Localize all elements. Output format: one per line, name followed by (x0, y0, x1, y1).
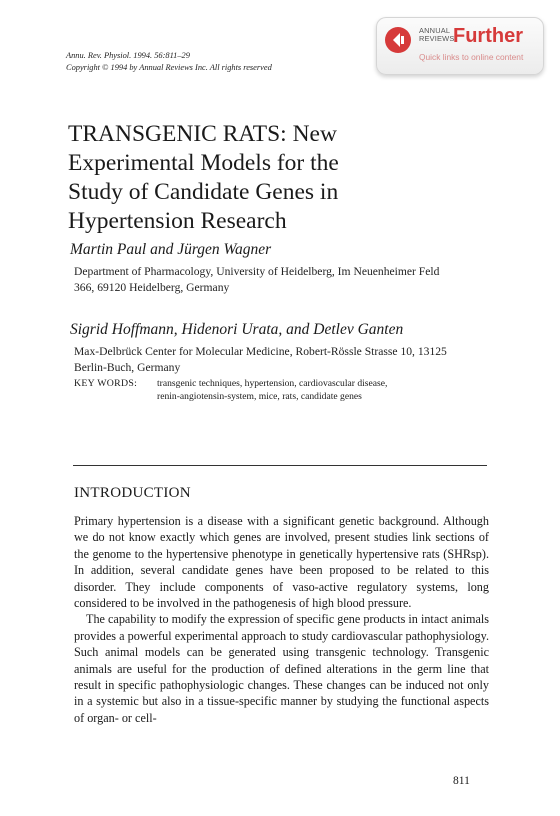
title-line: Hypertension Research (68, 208, 287, 234)
affiliation-line: Department of Pharmacology, University of Heidelberg, Im Neuenheimer Feld (74, 265, 440, 278)
section-divider (73, 465, 487, 466)
brand-name (419, 27, 454, 42)
title-line: TRANSGENIC RATS: New (68, 121, 337, 147)
affiliation-line: Max-Delbrück Center for Molecular Medicine, Robert-Rössle Strasse 10, 13125 (74, 345, 447, 358)
author-group-1: Martin Paul and Jürgen Wagner (70, 241, 272, 258)
paragraph: The capability to modify the expression of specific gene products in intact animals provides a powerful experimental approach to study cardiovascular pathophysiology. Such animal models can be generated using transgenic technology. Transgenic animals are useful for the production of defined alterations in the germ line that result in specific pathophysiologic changes. These changes can be induced not only in a systemic but also in a tissue-specific manner by studying the functional aspects of organ- or cell- (74, 612, 489, 725)
author-group-2: Sigrid Hoffmann, Hidenori Urata, and Detlev Ganten (70, 321, 404, 338)
badge-tagline[interactable]: Quick links to online content (419, 52, 524, 62)
article-title (68, 120, 339, 236)
keywords-list (157, 378, 387, 403)
journal-citation (66, 50, 272, 73)
affiliation-1 (74, 264, 439, 295)
keywords-line: renin-angiotensin-system, mice, rats, candidate genes (157, 390, 362, 402)
page-number: 811 (453, 775, 470, 787)
brand-line-reviews: REVIEWS (419, 33, 455, 43)
brand-line-annual: ANNUAL (419, 26, 451, 35)
annual-reviews-further-badge[interactable] (376, 17, 544, 75)
affiliation-line: Berlin-Buch, Germany (74, 360, 181, 374)
affiliation-2 (74, 344, 447, 375)
journal-citation-line: Annu. Rev. Physiol. 1994. 56:811–29 (66, 51, 190, 60)
affiliation-line: 366, 69120 Heidelberg, Germany (74, 280, 230, 294)
keywords-label: KEY WORDS: (74, 378, 138, 389)
copyright-line: Copyright © 1994 by Annual Reviews Inc. All rights reserved (66, 62, 272, 72)
section-heading: INTRODUCTION (74, 485, 191, 501)
annual-reviews-logo-icon (385, 27, 411, 53)
paragraph: Primary hypertension is a disease with a significant genetic background. Although we do not know exactly which genes are involved, present studies link sections of the genome to the hypertensive phenotype in genetically hypertensive rats (SHRsp). In addition, several candidate genes have been proposed to be related to this disorder. They include components of vaso-active regulatory systems, long considered to be involved in the pathogenesis of high blood pressure. (74, 514, 489, 611)
body-text (74, 513, 489, 726)
title-line: Experimental Models for the (68, 150, 339, 176)
title-line: Study of Candidate Genes in (68, 179, 339, 205)
brand-further: Further (453, 25, 523, 47)
keywords-line: transgenic techniques, hypertension, cardiovascular disease, (157, 378, 388, 389)
